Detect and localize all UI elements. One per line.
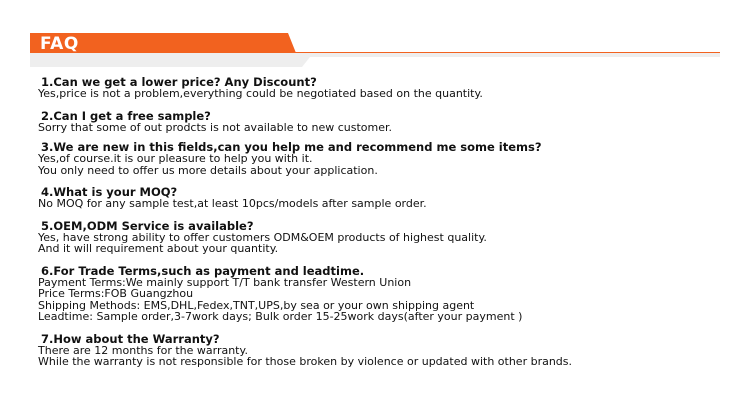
page-title: FAQ — [40, 34, 79, 54]
faq-answer: You only need to offer us more details about your application. — [38, 163, 378, 177]
faq-answer: Sorry that some of out prodcts is not available to new customer. — [38, 120, 393, 134]
faq-answer: Leadtime: Sample order,3-7work days; Bulk order 15-25work days(after your payment ) — [38, 310, 523, 323]
faq-list — [38, 76, 728, 378]
faq-item — [38, 110, 728, 134]
faq-item — [38, 76, 728, 100]
faq-item — [38, 141, 728, 176]
faq-item — [38, 265, 728, 323]
faq-question: 3.We are new in this fields,can you help me and recommend me some items? — [41, 140, 542, 154]
faq-answer: There are 12 months for the warranty. — [38, 343, 248, 357]
faq-item — [38, 186, 728, 210]
faq-answer: Payment Terms:We mainly support T/T bank transfer Western Union — [38, 275, 412, 289]
header-banner — [30, 33, 720, 73]
faq-question: 6.For Trade Terms,such as payment and leadtime. — [41, 263, 365, 278]
faq-answer: Yes,of course.it is our pleasure to help you with it. — [38, 152, 313, 165]
faq-answer: And it will requirement about your quantity. — [38, 242, 279, 255]
faq-question: 7.How about the Warranty? — [41, 331, 220, 346]
faq-answer: Shipping Methods: EMS,DHL,Fedex,TNT,UPS,by sea or your own shipping agent — [38, 298, 475, 312]
faq-answer: Price Terms:FOB Guangzhou — [38, 287, 194, 300]
faq-answer: No MOQ for any sample test,at least 10pcs/models after sample order. — [38, 197, 427, 210]
faq-question: 4.What is your MOQ? — [41, 185, 178, 199]
faq-answer: Yes,price is not a problem,everything could be negotiated based on the quantity. — [38, 87, 483, 100]
faq-header — [30, 33, 720, 73]
faq-item — [38, 220, 728, 255]
faq-item — [38, 333, 728, 368]
faq-answer: While the warranty is not responsible for those broken by violence or updated with other brands. — [38, 355, 573, 368]
faq-question: 5.OEM,ODM Service is available? — [41, 218, 254, 233]
header-grey-band — [30, 53, 720, 67]
faq-question: 1.Can we get a lower price? Any Discount? — [41, 75, 317, 89]
faq-answer: Yes, have strong ability to offer customers ODM&OEM products of highest quality. — [38, 230, 487, 244]
faq-question: 2.Can I get a free sample? — [41, 108, 211, 123]
